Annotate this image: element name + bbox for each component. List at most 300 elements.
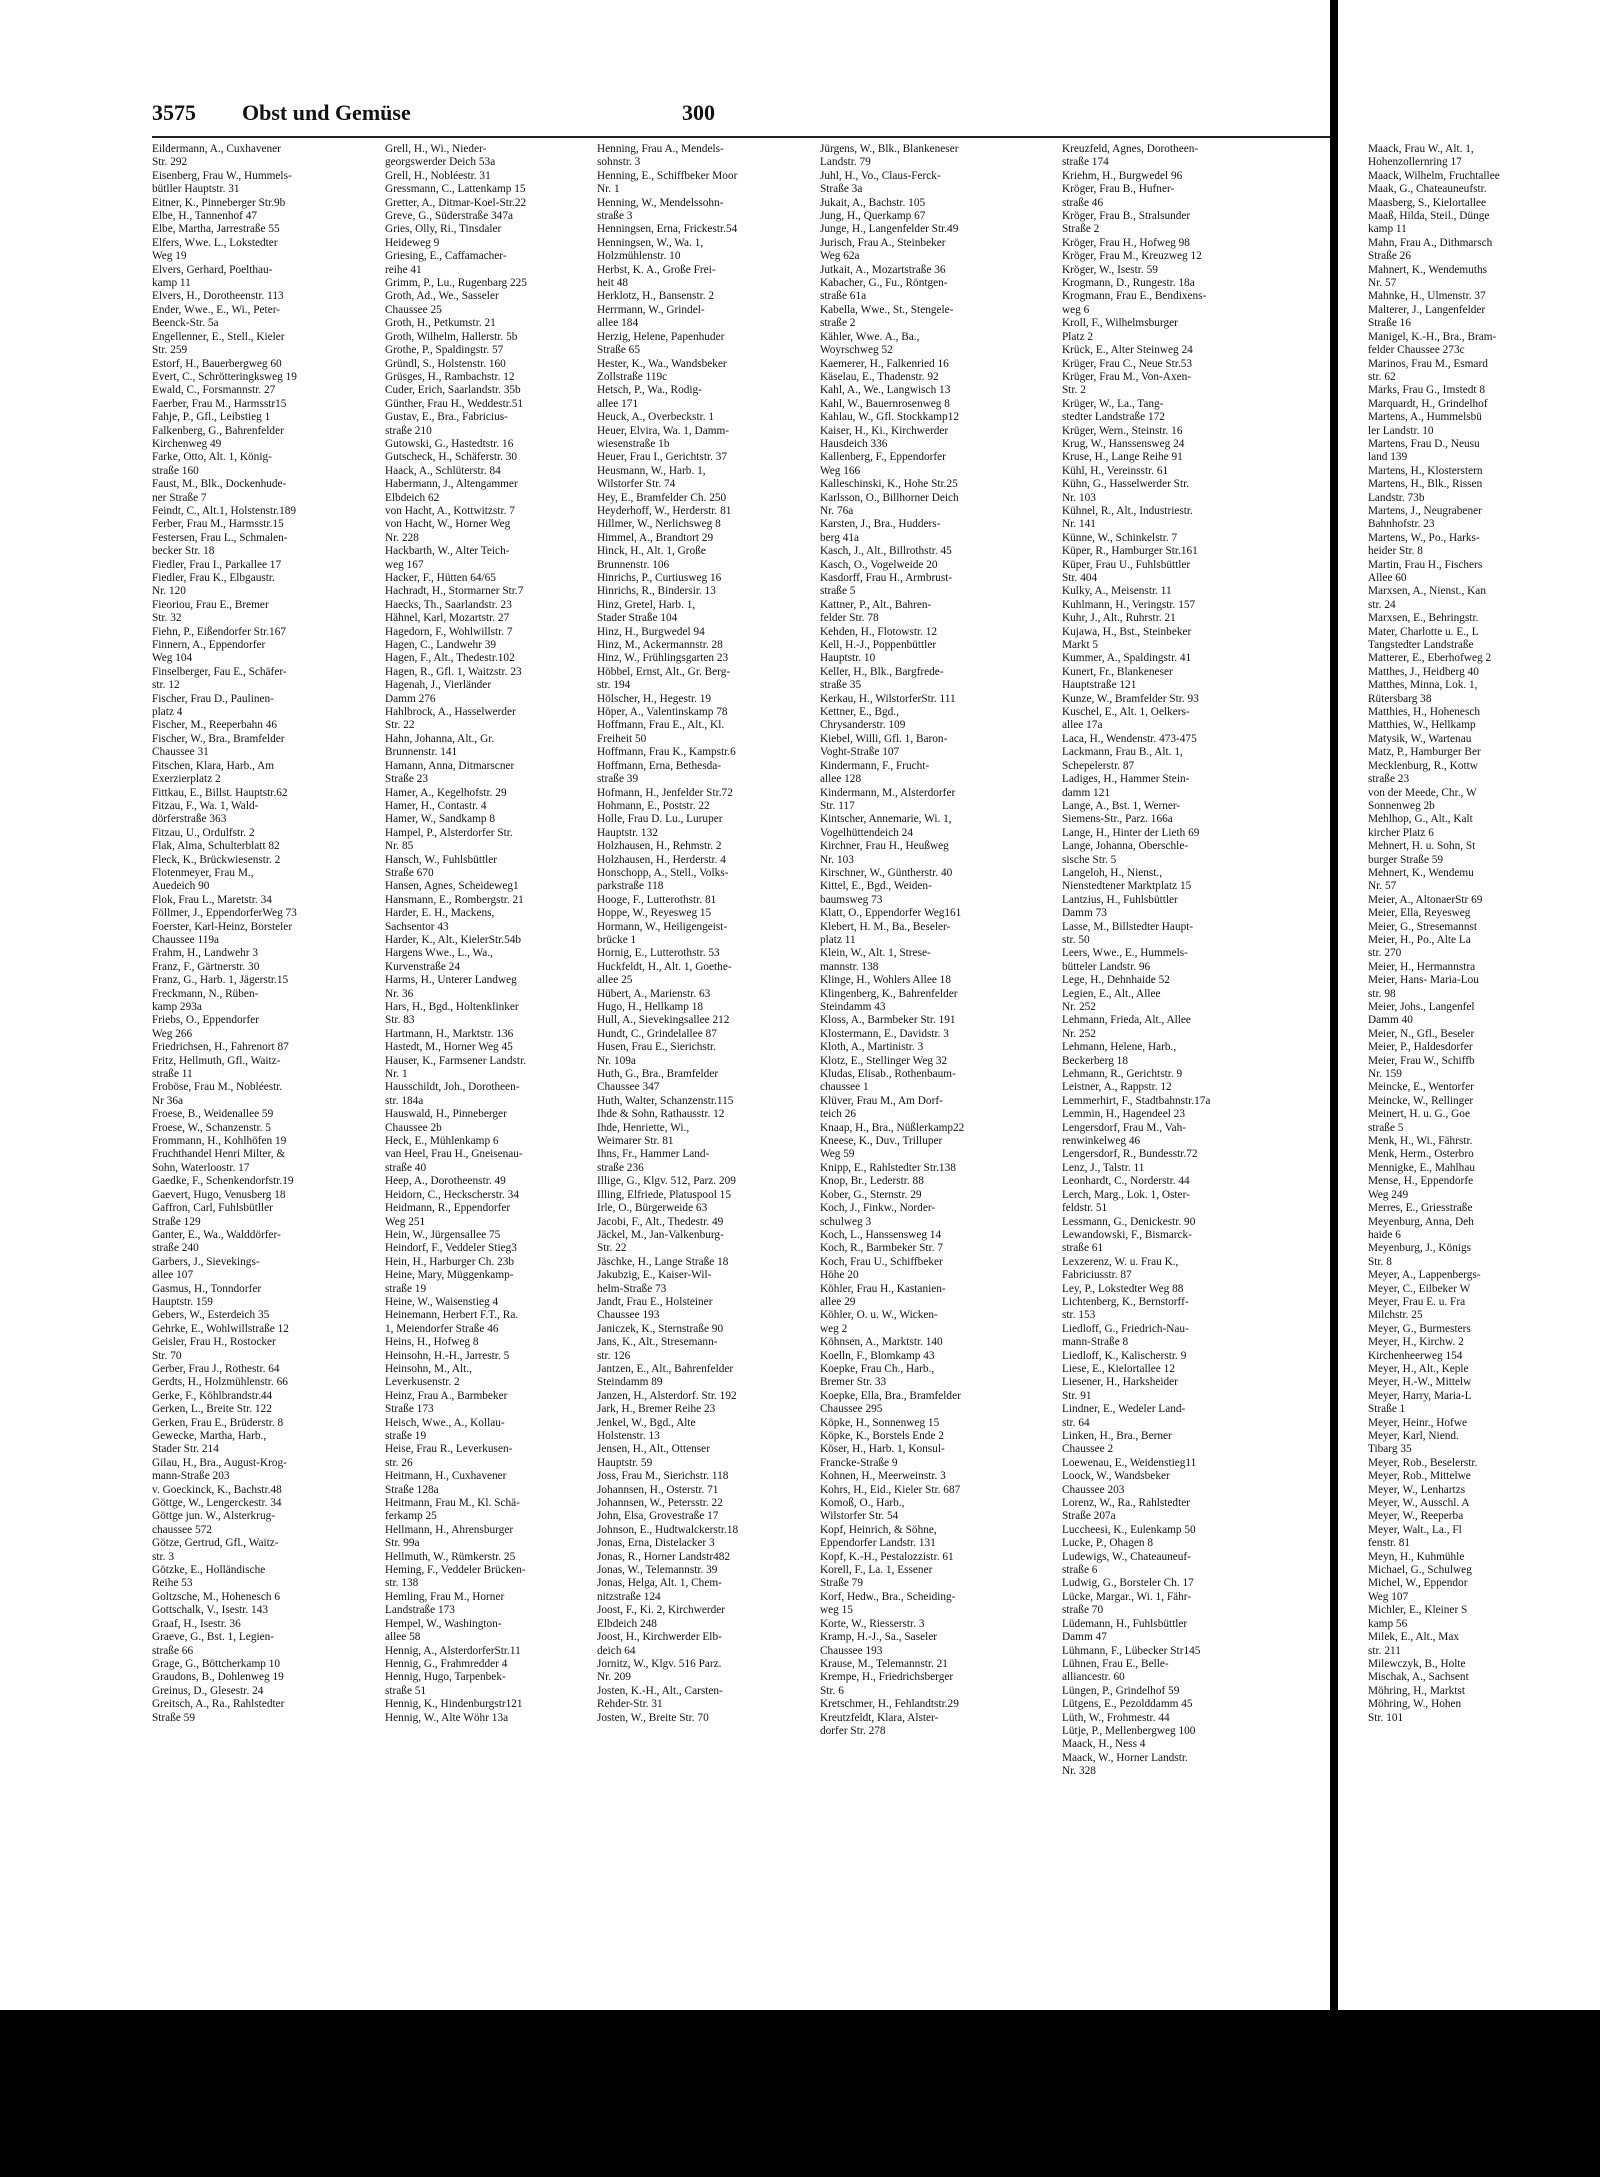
directory-line: Greitsch, A., Ra., Rahlstedter <box>152 1698 285 1711</box>
directory-line: Tangstedter Landstraße <box>1368 639 1474 652</box>
directory-line: weg 2 <box>820 1322 848 1335</box>
directory-line: Jutkait, A., Mozartstraße 36 <box>820 263 946 276</box>
directory-line: Straße 670 <box>385 866 434 879</box>
directory-line: Martens, H., Blk., Rissen <box>1368 478 1483 491</box>
directory-line: Nr. 85 <box>385 840 414 853</box>
directory-line: Nr. 252 <box>1062 1001 1096 1013</box>
directory-line: straße 5 <box>820 585 856 598</box>
directory-line: Hauptstr. 159 <box>152 1295 213 1308</box>
directory-line: Kehden, H., Flotowstr. 12 <box>820 625 938 638</box>
directory-line: Kiebel, Willi, Gfl. 1, Baron- <box>820 732 948 745</box>
directory-line: Straße 128a <box>385 1483 439 1496</box>
directory-line: Jans, K., Alt., Stresemann- <box>597 1336 718 1349</box>
directory-line: Martens, H., Klosterstern <box>1368 464 1483 477</box>
directory-line: Meyn, H., Kuhmühle <box>1368 1550 1465 1563</box>
directory-line: Holzhausen, H., Rehmstr. 2 <box>597 840 722 853</box>
directory-line: sohnstr. 3 <box>597 156 641 169</box>
directory-line: Kujawa, H., Bst., Steinbeker <box>1062 625 1192 638</box>
directory-line: Meyer, Frau E. u. Fra <box>1368 1295 1466 1308</box>
directory-line: Chaussee 25 <box>385 303 442 316</box>
directory-column-2 <box>385 143 589 1725</box>
directory-line: ler Landstr. 10 <box>1368 424 1434 437</box>
directory-line: allee 29 <box>820 1295 856 1308</box>
directory-line: Milewczyk, B., Holte <box>1368 1657 1466 1670</box>
directory-line: Maack, Frau W., Alt. 1, <box>1368 143 1474 155</box>
directory-line: Kabacher, G., Fu., Röntgen- <box>820 277 948 290</box>
directory-line: Koch, L., Hanssensweg 14 <box>820 1228 942 1241</box>
directory-line: Krüger, Wern., Steinstr. 16 <box>1062 424 1183 437</box>
directory-line: Lantzius, H., Fuhlsbüttler <box>1062 893 1178 906</box>
directory-line: Meier, H., Hermannstra <box>1368 960 1476 973</box>
directory-line: Ley, P., Lokstedter Weg 88 <box>1062 1282 1184 1295</box>
directory-line: Mehlhop, G., Alt., Kalt <box>1368 813 1473 826</box>
directory-line: Matterer, E., Eberhofweg 2 <box>1368 652 1492 665</box>
directory-line: heit 48 <box>597 277 629 290</box>
directory-line: Meier, A., AltonaerStr 69 <box>1368 893 1483 906</box>
directory-line: Klingenberg, K., Bahrenfelder <box>820 987 958 1000</box>
directory-line: Klotz, E., Stellinger Weg 32 <box>820 1054 948 1067</box>
directory-line: Greinus, D., Glesestr. 24 <box>152 1684 264 1697</box>
directory-line: Mahn, Frau A., Dithmarsch <box>1368 236 1493 249</box>
directory-line: ferkamp 25 <box>385 1510 437 1523</box>
directory-line: Kattner, P., Alt., Bahren- <box>820 598 932 611</box>
directory-line: Weimarer Str. 81 <box>597 1135 674 1148</box>
directory-line: Honschopp, A., Stell., Volks- <box>597 866 729 879</box>
directory-line: str. 211 <box>1368 1644 1401 1657</box>
directory-line: Froese, B., Weidenallee 59 <box>152 1108 274 1121</box>
directory-line: Herrmann, W., Grindel- <box>597 303 705 316</box>
directory-line: Lüth, W., Frohmestr. 44 <box>1062 1711 1170 1724</box>
directory-line: Heming, F., Veddeler Brücken- <box>385 1564 526 1577</box>
directory-line: von Hacht, W., Horner Weg <box>385 518 511 531</box>
directory-line: Krug, W., Hanssensweg 24 <box>1062 437 1185 450</box>
directory-line: Liedloff, G., Friedrich-Nau- <box>1062 1322 1189 1335</box>
directory-line: allee 184 <box>597 317 639 330</box>
directory-line: Lexzerenz, W. u. Frau K., <box>1062 1255 1179 1268</box>
directory-line: Hinrichs, P., Curtiusweg 16 <box>597 572 722 584</box>
directory-line: Str. 117 <box>820 799 855 812</box>
directory-line: Klinge, H., Wohlers Allee 18 <box>820 974 951 987</box>
directory-line: allee 107 <box>152 1269 194 1282</box>
directory-line: Kreutzfeldt, Klara, Alster- <box>820 1711 939 1724</box>
directory-line: Marquardt, H., Grindelhof <box>1368 397 1488 410</box>
directory-line: Elvers, H., Dorotheenstr. 113 <box>152 290 284 303</box>
directory-line: Hauptstraße 121 <box>1062 679 1137 692</box>
directory-line: Kopf, Heinrich, & Söhne, <box>820 1523 937 1536</box>
directory-line: baumsweg 73 <box>820 893 883 906</box>
directory-line: Meier, Ella, Reyesweg <box>1368 907 1471 920</box>
directory-line: Damm 40 <box>1368 1014 1413 1027</box>
directory-line: Faerber, Frau M., Harmsstr15 <box>152 397 287 410</box>
directory-line: Steindamm 43 <box>820 1001 886 1013</box>
directory-line: Leverkusenstr. 2 <box>385 1376 460 1389</box>
directory-line: Hamer, W., Sandkamp 8 <box>385 813 495 826</box>
directory-line: Lemmerhirt, F., Stadtbahnstr.17a <box>1062 1094 1211 1107</box>
directory-line: Nr. 109a <box>597 1054 636 1067</box>
directory-line: Kirschner, W., Güntherstr. 40 <box>820 866 953 879</box>
directory-line: straße 2 <box>820 317 856 330</box>
directory-line: Eitner, K., Pinneberger Str.9b <box>152 196 286 209</box>
directory-line: sische Str. 5 <box>1062 853 1117 866</box>
directory-line: Johnson, E., Hudtwalckerstr.18 <box>597 1523 739 1536</box>
directory-line: Hamer, H., Contastr. 4 <box>385 799 487 812</box>
directory-line: Kröger, Frau B., Hufner- <box>1062 183 1175 196</box>
directory-line: Meier, Johs., Langenfel <box>1368 1001 1475 1013</box>
directory-line: bütteler Landstr. 96 <box>1062 960 1151 973</box>
directory-line: Chaussee 193 <box>820 1644 883 1657</box>
directory-line: straße 19 <box>385 1282 427 1295</box>
directory-line: Herklotz, H., Bansenstr. 2 <box>597 290 715 303</box>
directory-line: Meyer, Walt., La., Fl <box>1368 1523 1462 1536</box>
directory-line: weg 167 <box>385 558 424 571</box>
directory-line: schulweg 3 <box>820 1215 872 1228</box>
directory-line: Kahlau, W., Gfl. Stockkamp12 <box>820 411 959 424</box>
directory-line: Nr. 159 <box>1368 1068 1402 1081</box>
directory-line: Josten, K.-H., Alt., Carsten- <box>597 1684 723 1697</box>
directory-line: Voght-Straße 107 <box>820 746 900 759</box>
directory-line: Kirchenweg 49 <box>152 437 222 450</box>
directory-line: Lehmann, R., Gerichtstr. 9 <box>1062 1068 1183 1081</box>
directory-line: land 139 <box>1368 451 1408 464</box>
directory-line: Ihde & Sohn, Rathausstr. 12 <box>597 1108 725 1121</box>
directory-line: Eppendorfer Landstr. 131 <box>820 1537 936 1550</box>
directory-line: Hamer, A., Kegelhofstr. 29 <box>385 786 507 799</box>
directory-line: Gustav, E., Bra., Fabricius- <box>385 411 508 424</box>
directory-line: Karlsson, O., Billhorner Deich <box>820 491 959 504</box>
directory-line: Götzke, E., Holländische <box>152 1564 266 1577</box>
directory-line: Goltzsche, M., Hohenesch 6 <box>152 1590 281 1603</box>
directory-line: kircher Platz 6 <box>1368 826 1434 839</box>
directory-line: Illige, G., Klgv. 512, Parz. 209 <box>597 1175 736 1188</box>
directory-line: Hähnel, Karl, Mozartstr. 27 <box>385 612 510 625</box>
directory-line: Maack, W., Horner Landstr. <box>1062 1751 1188 1764</box>
directory-line: Maack, Wilhelm, Fruchtallee <box>1368 169 1500 182</box>
directory-line: Str. 70 <box>152 1349 182 1362</box>
directory-line: Möhring, W., Hohen <box>1368 1698 1462 1711</box>
directory-line: Mehnert, H. u. Sohn, St <box>1368 840 1476 853</box>
directory-line: Gründl, S., Holstenstr. 160 <box>385 357 506 370</box>
directory-line: v. Goeckinck, K., Bachstr.48 <box>152 1483 282 1496</box>
directory-line: Fabriciusstr. 87 <box>1062 1269 1132 1282</box>
directory-line: straße 39 <box>597 773 639 786</box>
directory-line: Hetsch, P., Wa., Rodig- <box>597 384 702 397</box>
directory-line: becker Str. 18 <box>152 545 215 558</box>
directory-line: straße 35 <box>820 679 862 692</box>
directory-line: Kulky, A., Meisenstr. 11 <box>1062 585 1172 598</box>
directory-line: Hofmann, H., Jenfelder Str.72 <box>597 786 733 799</box>
directory-line: Rehder-Str. 31 <box>597 1698 663 1711</box>
directory-line: Küper, Frau U., Fuhlsbüttler <box>1062 558 1191 571</box>
directory-line: Krüger, W., La., Tang- <box>1062 397 1164 410</box>
directory-line: Nr. 141 <box>1062 518 1096 531</box>
directory-line: Straße 65 <box>597 344 640 357</box>
directory-line: Haack, A., Schlüterstr. 84 <box>385 464 501 477</box>
directory-line: Hester, K., Wa., Wandsbeker <box>597 357 727 370</box>
directory-line: Lindner, E., Wedeler Land- <box>1062 1403 1186 1416</box>
directory-line: Weg 266 <box>152 1027 193 1040</box>
directory-line: chaussee 1 <box>820 1081 869 1094</box>
directory-line: Chaussee 2b <box>385 1121 442 1134</box>
directory-line: ner Straße 7 <box>152 491 207 504</box>
directory-line: Hundt, C., Grindelallee 87 <box>597 1027 717 1040</box>
directory-line: Gasmus, H., Tonndorfer <box>152 1282 262 1295</box>
directory-line: Krogmann, D., Rungestr. 18a <box>1062 277 1195 290</box>
directory-line: Lüdemann, H., Fuhlsbüttler <box>1062 1617 1188 1630</box>
directory-line: Luccheesi, K., Eulenkamp 50 <box>1062 1523 1196 1536</box>
directory-line: Heck, E., Mühlenkamp 6 <box>385 1135 499 1148</box>
directory-line: Straße 16 <box>1368 317 1411 330</box>
directory-line: Meyer, W., Ausschl. A <box>1368 1497 1470 1510</box>
directory-column-5 <box>1062 143 1266 1779</box>
directory-line: Siemens-Str., Parz. 166a <box>1062 813 1173 826</box>
directory-line: Kunert, Fr., Blankeneser <box>1062 665 1173 678</box>
directory-line: Göttge jun. W., Alsterkrug- <box>152 1510 276 1523</box>
directory-line: Leistner, A., Rappstr. 12 <box>1062 1081 1172 1094</box>
directory-line: Friedrichsen, H., Fahrenort 87 <box>152 1041 289 1054</box>
directory-line: Groth, Ad., We., Sasseler <box>385 290 499 303</box>
directory-line: Klüver, Frau M., Am Dorf- <box>820 1094 943 1107</box>
directory-line: Straße 129 <box>152 1215 201 1228</box>
directory-line: Kloss, A., Barmbeker Str. 191 <box>820 1014 956 1027</box>
directory-line: Hennig, K., Hindenburgstr121 <box>385 1698 523 1711</box>
directory-line: Malterer, J., Langenfelder <box>1368 303 1486 316</box>
directory-line: straße 66 <box>152 1644 194 1657</box>
directory-line: Fahje, P., Gfl., Leibstieg 1 <box>152 411 271 424</box>
directory-line: Hinck, H., Alt. 1, Große <box>597 545 706 558</box>
directory-line: Janiczek, K., Sternstraße 90 <box>597 1322 724 1335</box>
directory-line: Holstenstr. 13 <box>597 1430 660 1442</box>
directory-line: Liedloff, K., Kalischerstr. 9 <box>1062 1349 1187 1362</box>
directory-line: Henningsen, Erna, Frickestr.54 <box>597 223 738 236</box>
directory-line: Ladiges, H., Hammer Stein- <box>1062 773 1190 786</box>
directory-line: Markt 5 <box>1062 639 1099 652</box>
directory-line: straße 70 <box>1062 1604 1104 1617</box>
directory-line: Exerzierplatz 2 <box>152 773 221 786</box>
directory-line: Kirchner, Frau H., Heußweg <box>820 840 949 853</box>
directory-line: Hey, E., Bramfelder Ch. 250 <box>597 491 727 504</box>
directory-line: str. 3 <box>152 1550 174 1563</box>
directory-line: Hahlbrock, A., Hasselwerder <box>385 706 516 719</box>
directory-line: Gilau, H., Bra., August-Krog- <box>152 1456 287 1469</box>
directory-line: Landstraße 173 <box>385 1604 455 1617</box>
directory-line: Nr. 36 <box>385 987 414 1000</box>
directory-line: Hauptstr. 132 <box>597 826 658 839</box>
directory-line: Elbe, H., Tannenhof 47 <box>152 210 258 223</box>
directory-line: Lichtenberg, K., Bernstorff- <box>1062 1295 1189 1308</box>
directory-line: Janzen, H., Alsterdorf. Str. 192 <box>597 1389 737 1402</box>
directory-line: Hausschildt, Joh., Dorotheen- <box>385 1081 520 1094</box>
directory-line: Sachsentor 43 <box>385 920 449 933</box>
directory-line: Jensen, H., Alt., Ottenser <box>597 1443 710 1456</box>
directory-line: kamp 56 <box>1368 1617 1408 1630</box>
directory-line: Meinert, H. u. G., Goe <box>1368 1108 1470 1121</box>
directory-line: Gerdts, H., Holzmühlenstr. 66 <box>152 1376 288 1389</box>
directory-line: Brunnenstr. 141 <box>385 746 458 759</box>
directory-line: Kittel, E., Bgd., Weiden- <box>820 880 932 893</box>
directory-line: burger Straße 59 <box>1368 853 1444 866</box>
directory-line: Hennig, G., Frahmredder 4 <box>385 1657 508 1670</box>
directory-line: Meier, Hans- Maria-Lou <box>1368 974 1479 987</box>
directory-line: Meyer, Rob., Mittelwe <box>1368 1470 1471 1483</box>
directory-line: Marxsen, A., Nienst., Kan <box>1368 585 1486 598</box>
directory-line: Mahnke, H., Ulmenstr. 37 <box>1368 290 1486 303</box>
directory-line: Str. 292 <box>152 156 188 169</box>
directory-line: Ender, Wwe., E., Wi., Peter- <box>152 303 281 316</box>
directory-line: Hamann, Anna, Ditmarscner <box>385 759 515 772</box>
directory-column-3 <box>597 143 801 1725</box>
directory-line: John, Elsa, Grovestraße 17 <box>597 1510 719 1523</box>
directory-line: Lange, A., Bst. 1, Werner- <box>1062 799 1181 812</box>
directory-line: Geisler, Frau H., Rostocker <box>152 1336 276 1349</box>
directory-line: Meyer, Karl, Niend. <box>1368 1430 1459 1442</box>
directory-line: Langeloh, H., Nienst., <box>1062 866 1163 879</box>
directory-line: Marxsen, E., Behringstr. <box>1368 612 1479 625</box>
directory-line: Nr. 209 <box>597 1671 631 1684</box>
directory-line: Str. 99a <box>385 1537 420 1550</box>
directory-line: teich 26 <box>820 1108 857 1121</box>
directory-line: stedter Landstraße 172 <box>1062 411 1165 424</box>
directory-line: helm-Straße 73 <box>597 1282 667 1295</box>
directory-line: Jäckel, M., Jan-Valkenburg- <box>597 1228 724 1241</box>
directory-line: Holle, Frau D. Lu., Luruper <box>597 813 723 826</box>
directory-line: Korte, W., Riesserstr. 3 <box>820 1617 925 1630</box>
directory-line: Meyer, Heinr., Hofwe <box>1368 1416 1467 1429</box>
directory-line: Heyderhoff, W., Herderstr. 81 <box>597 504 732 517</box>
directory-line: Str. 6 <box>820 1684 844 1697</box>
directory-line: Kabella, Wwe., St., Stengele- <box>820 303 954 316</box>
directory-line: Kindermann, F., Frucht- <box>820 759 930 772</box>
directory-line: Graeve, G., Bst. 1, Legien- <box>152 1631 275 1644</box>
directory-line: Lühmann, F., Lübecker Str145 <box>1062 1644 1201 1657</box>
directory-line: Hagenah, J., Vierländer <box>385 679 492 692</box>
directory-line: Harder, K., Alt., KielerStr.54b <box>385 933 522 946</box>
directory-line: Meier, Frau W., Schiffb <box>1368 1054 1475 1067</box>
directory-line: Str. 259 <box>152 344 188 357</box>
directory-line: Krogmann, Frau E., Bendixens- <box>1062 290 1207 303</box>
directory-line: weg 6 <box>1062 303 1090 316</box>
directory-line: Steindamm 89 <box>597 1376 663 1389</box>
directory-line: Reihe 53 <box>152 1577 193 1590</box>
directory-line: Nienstedtener Marktplatz 15 <box>1062 880 1192 893</box>
directory-line: Kneese, K., Duv., Trilluper <box>820 1135 943 1148</box>
directory-line: Komoß, O., Harb., <box>820 1497 905 1510</box>
directory-line: Hartmann, H., Marktstr. 136 <box>385 1027 514 1040</box>
directory-line: Heusmann, W., Harb. 1, <box>597 464 706 477</box>
right-page <box>1338 0 1600 2010</box>
directory-line: Damm 47 <box>1062 1631 1107 1644</box>
directory-line: Grell, H., Wi., Nieder- <box>385 143 487 155</box>
directory-line: Kaemerer, H., Falkenried 16 <box>820 357 949 370</box>
directory-line: Meyer, H.-W., Mittelw <box>1368 1376 1472 1389</box>
directory-line: Graudons, B., Dohlenweg 19 <box>152 1671 284 1684</box>
directory-line: Str. 22 <box>597 1242 627 1255</box>
directory-line: Elbe, Martha, Jarrestraße 55 <box>152 223 280 236</box>
directory-line: Estorf, H., Bauerbergweg 60 <box>152 357 282 370</box>
directory-line: Meincke, E., Wentorfer <box>1368 1081 1474 1094</box>
directory-line: Heindorf, F., Veddeler Stieg3 <box>385 1242 517 1255</box>
directory-line: Krück, E., Alter Steinweg 24 <box>1062 344 1193 357</box>
directory-line: Jornitz, W., Klgv. 516 Parz. <box>597 1657 722 1670</box>
directory-line: Weg 62a <box>820 250 860 263</box>
directory-line: brücke 1 <box>597 933 637 946</box>
directory-line: Weg 107 <box>1368 1590 1409 1603</box>
scan-border <box>0 2010 1600 2177</box>
directory-line: Kloth, A., Martinistr. 3 <box>820 1041 924 1054</box>
page-number: 300 <box>682 100 715 125</box>
directory-line: Greve, G., Süderstraße 347a <box>385 210 513 223</box>
directory-line: Kriehm, H., Burgwedel 96 <box>1062 169 1183 182</box>
directory-line: Maaß, Hilda, Steil., Dünge <box>1368 210 1490 223</box>
directory-line: Kettner, E., Bgd., <box>820 706 899 719</box>
directory-line: Hull, A., Sievekingsallee 212 <box>597 1014 730 1027</box>
directory-line: Fleck, K., Brückwiesenstr. 2 <box>152 853 281 866</box>
directory-line: Höbbel, Ernst, Alt., Gr. Berg- <box>597 665 731 678</box>
directory-line: Franz, F., Gärtnerstr. 30 <box>152 960 260 973</box>
directory-line: straße 61a <box>820 290 867 303</box>
directory-line: Maack, H., Ness 4 <box>1062 1738 1146 1751</box>
directory-line: Fieoriou, Frau E., Bremer <box>152 598 269 611</box>
directory-line: Göttge, W., Lengerckestr. 34 <box>152 1497 282 1510</box>
directory-line: 1, Meiendorfer Straße 46 <box>385 1322 499 1335</box>
directory-line: Hansmann, E., Rombergstr. 21 <box>385 893 524 906</box>
directory-line: Allee 60 <box>1368 572 1407 584</box>
directory-line: Grimm, P., Lu., Rugenbarg 225 <box>385 277 527 290</box>
directory-line: allee 17a <box>1062 719 1103 732</box>
directory-line: Meyer, W., Reeperba <box>1368 1510 1464 1523</box>
directory-line: Gaevert, Hugo, Venusberg 18 <box>152 1188 286 1201</box>
directory-line: Koch, J., Finkw., Norder- <box>820 1202 936 1215</box>
directory-line: Fischer, W., Bra., Bramfelder <box>152 732 285 745</box>
directory-line: Kell, H.-J., Poppenbüttler <box>820 639 937 652</box>
directory-line: georgswerder Deich 53a <box>385 156 496 169</box>
directory-line: Hoffmann, Frau E., Alt., Kl. <box>597 719 725 732</box>
directory-line: Lemmin, H., Hagendeel 23 <box>1062 1108 1185 1121</box>
directory-line: Milchstr. 25 <box>1368 1309 1423 1322</box>
directory-line: Martens, A., Hummelsbü <box>1368 411 1482 424</box>
directory-line: Küper, R., Hamburger Str.161 <box>1062 545 1198 558</box>
directory-line: Freiheit 50 <box>597 732 647 745</box>
directory-line: Höhe 20 <box>820 1269 859 1282</box>
directory-line: Lütje, P., Mellenbergweg 100 <box>1062 1724 1196 1737</box>
directory-line: Kröger, W., Isestr. 59 <box>1062 263 1158 276</box>
directory-line: Weg 104 <box>152 652 193 665</box>
directory-line: straße 236 <box>597 1161 644 1174</box>
directory-line: str. 270 <box>1368 947 1402 960</box>
directory-line: Harder, E. H., Mackens, <box>385 907 495 920</box>
directory-line: Elfers, Wwe. L., Lokstedter <box>152 236 278 249</box>
directory-line: Illing, Elfriede, Platuspool 15 <box>597 1188 731 1201</box>
directory-line: Jung, H., Querkamp 67 <box>820 210 926 223</box>
directory-line: Meier, H., Po., Alte La <box>1368 933 1471 946</box>
directory-line: Mennigke, E., Mahlhau <box>1368 1161 1475 1174</box>
directory-line: Koch, R., Barmbeker Str. 7 <box>820 1242 943 1255</box>
directory-line: Hooge, F., Lutterothstr. 81 <box>597 893 717 906</box>
directory-line: Hennig, Hugo, Tarpenbek- <box>385 1671 506 1684</box>
directory-line: haide 6 <box>1368 1228 1401 1241</box>
directory-line: mannstr. 138 <box>820 960 879 973</box>
directory-line: Mater, Charlotte u. E., L <box>1368 625 1479 638</box>
directory-line: Heuer, Frau I., Gerichtstr. 37 <box>597 451 728 464</box>
directory-line: Straße 173 <box>385 1403 434 1416</box>
directory-line: Frommann, H., Kohlhöfen 19 <box>152 1135 287 1148</box>
directory-line: Heise, Frau R., Leverkusen- <box>385 1443 513 1456</box>
directory-line: Hohenzollernring 17 <box>1368 156 1462 169</box>
directory-line: Hohmann, E., Poststr. 22 <box>597 799 710 812</box>
directory-line: felder Str. 78 <box>820 612 879 625</box>
directory-line: straße 11 <box>152 1068 193 1081</box>
directory-line: Henning, W., Mendelssohn- <box>597 196 724 209</box>
directory-line: Kahl, A., We., Langwisch 13 <box>820 384 951 397</box>
